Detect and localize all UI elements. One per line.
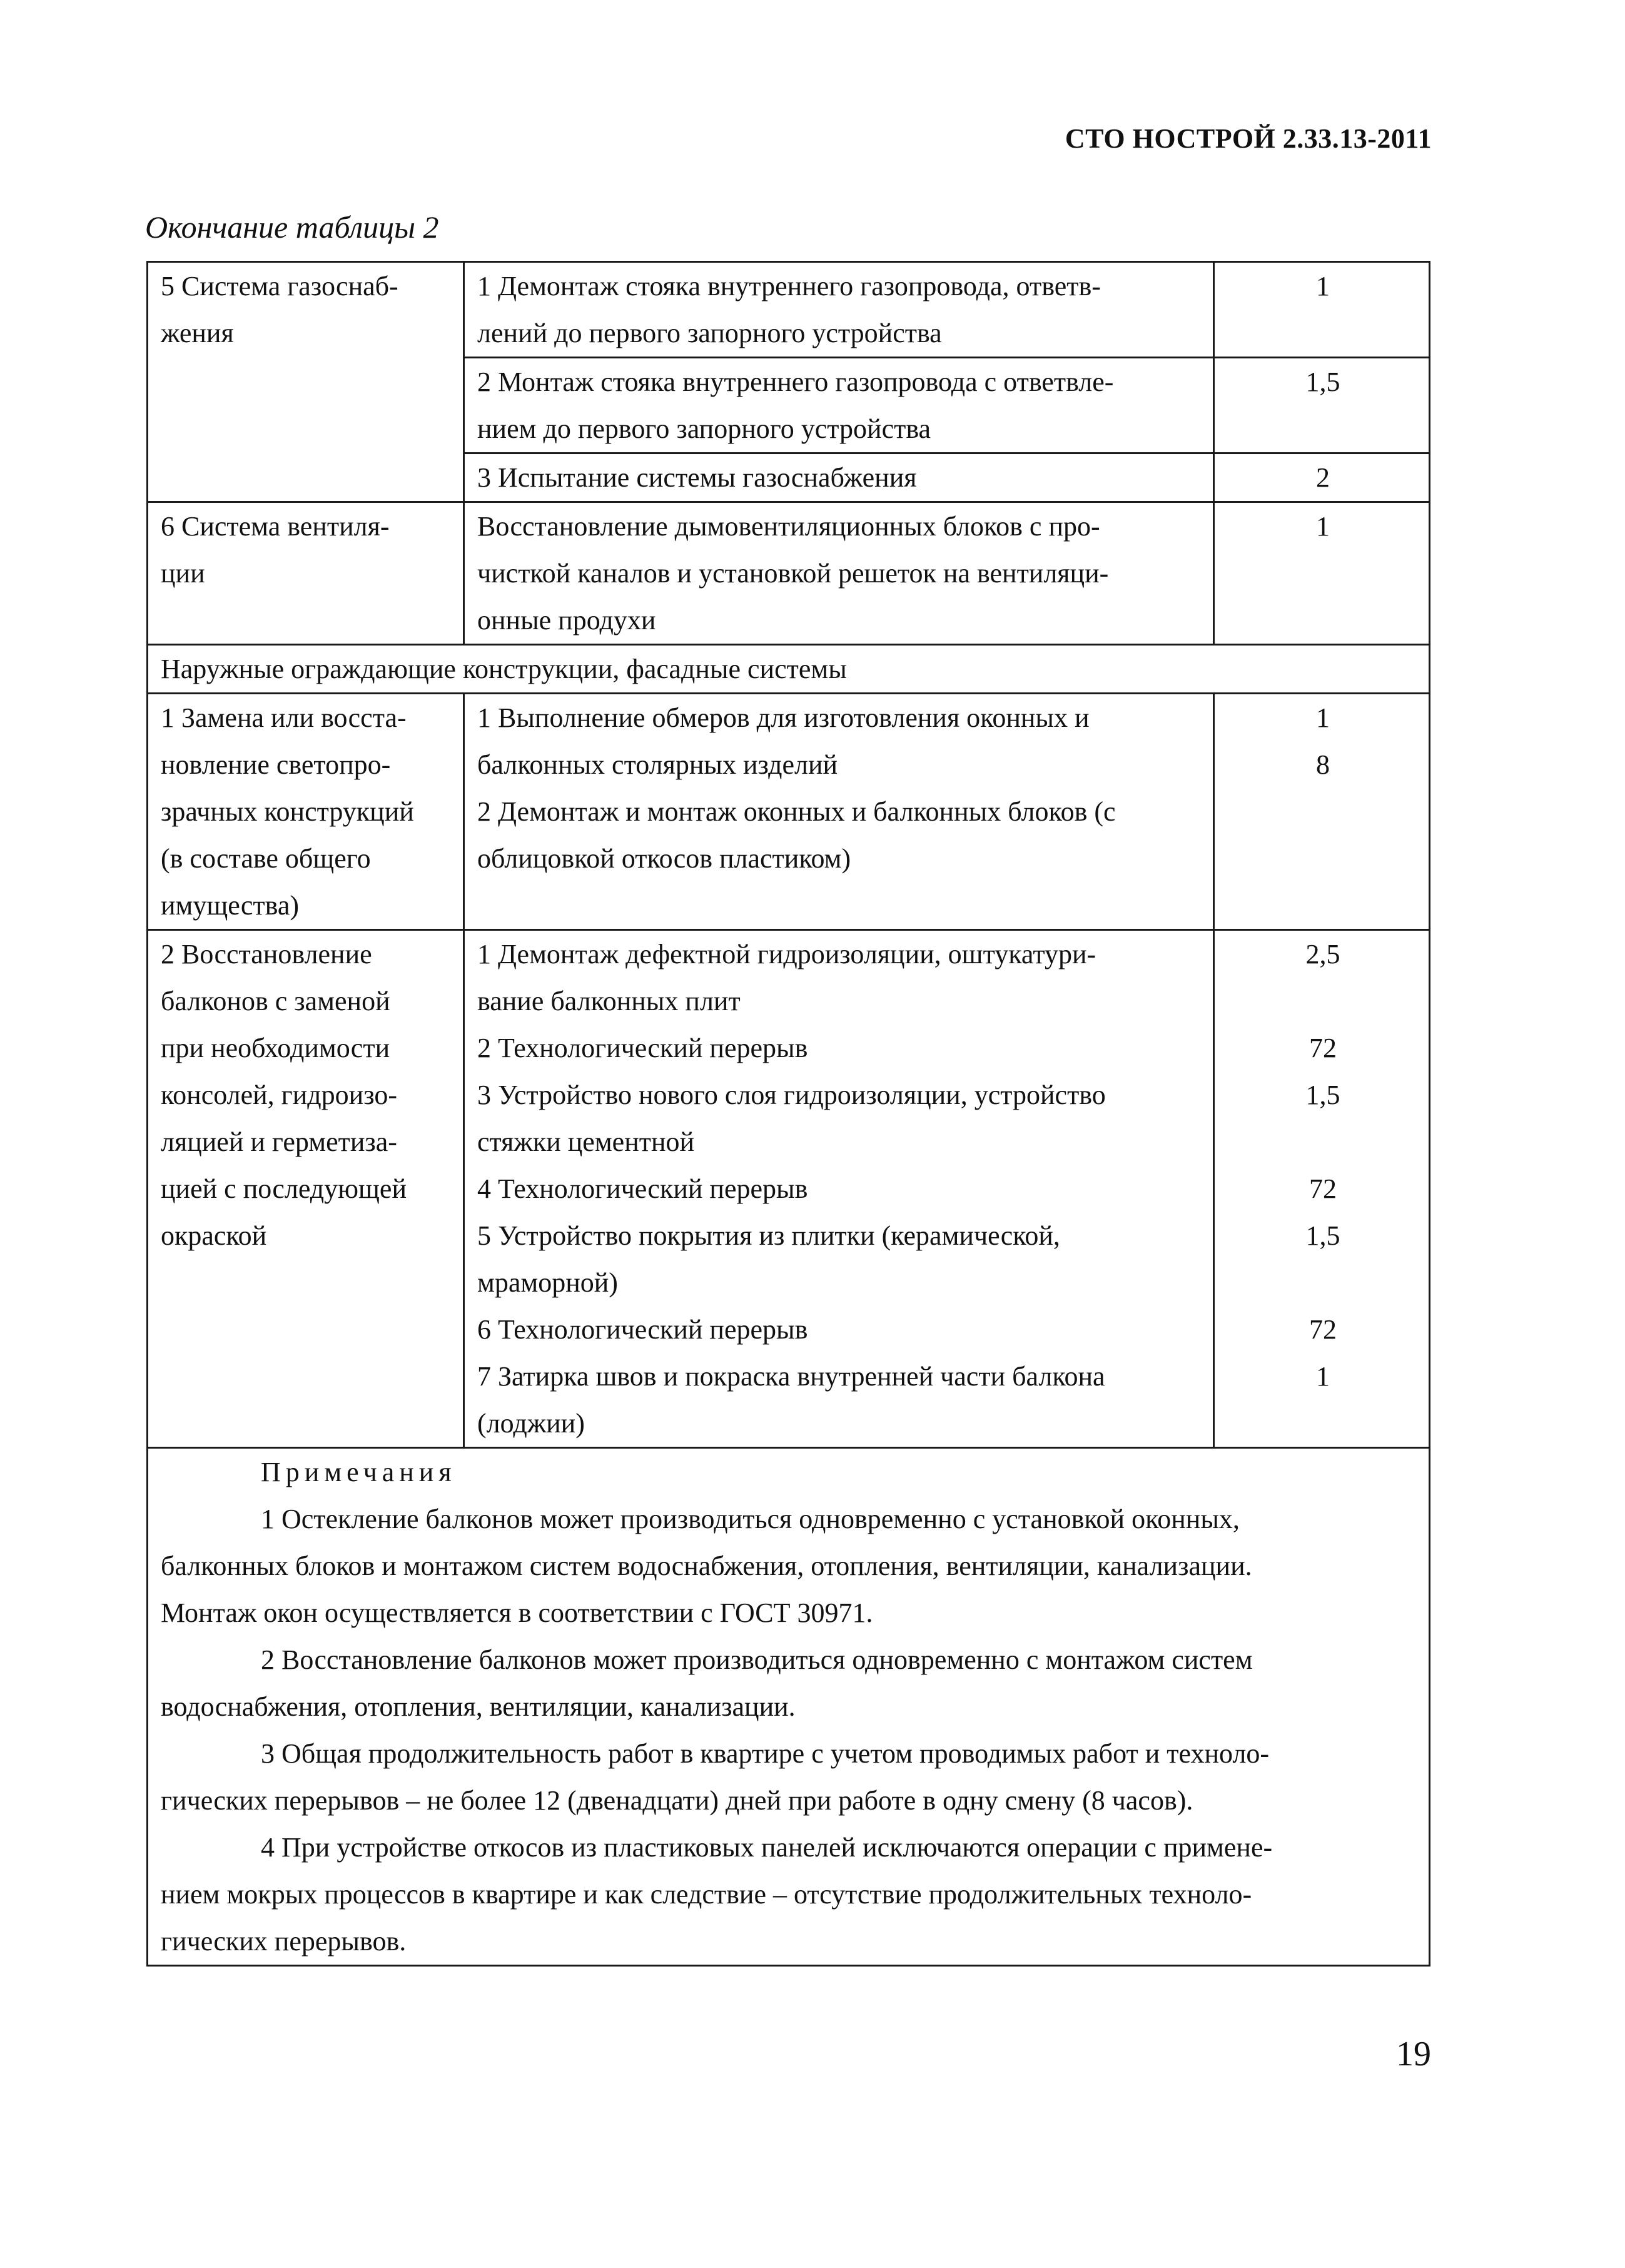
value-cell: 1 — [1214, 502, 1430, 645]
system-name-line: жения — [161, 318, 234, 348]
work-line: облицовкой откосов пластиком) — [477, 843, 851, 874]
system-cell-windows — [148, 694, 464, 930]
value-line: 1 — [1316, 1361, 1330, 1392]
value-cell: 2 — [1214, 453, 1430, 502]
work-line: чисткой каналов и установкой решеток на вентиляци- — [477, 558, 1109, 589]
work-cell — [464, 262, 1214, 358]
value-cell: 1 — [1214, 262, 1430, 358]
note-line: 3 Общая продолжительность работ в квартире с учетом проводимых работ и техноло- — [261, 1738, 1270, 1769]
work-line: 5 Устройство покрытия из плитки (керамической, — [477, 1220, 1060, 1251]
work-line: нием до первого запорного устройства — [477, 413, 931, 444]
value-spacer — [1227, 1259, 1419, 1306]
system-name-line: при необходимости — [161, 1033, 390, 1063]
work-line: мраморной) — [477, 1267, 618, 1298]
system-name-line: окраской — [161, 1220, 267, 1251]
system-name-line: ции — [161, 558, 205, 589]
work-line: Восстановление дымовентиляционных блоков с про- — [477, 511, 1100, 542]
value-line: 1,5 — [1305, 1220, 1340, 1251]
work-line: 3 Устройство нового слоя гидроизоляции, устройство — [477, 1080, 1106, 1110]
table-row — [148, 262, 1430, 358]
note-line: балконных блоков и монтажом систем водоснабжения, отопления, вентиляции, канализации. — [161, 1551, 1252, 1581]
note-line: 2 Восстановление балконов может производиться одновременно с монтажом систем — [261, 1644, 1253, 1675]
value-line: 72 — [1309, 1173, 1337, 1204]
work-cell — [464, 930, 1214, 1448]
system-name-line: (в составе общего — [161, 843, 371, 874]
work-line: 1 Демонтаж дефектной гидроизоляции, оштукатури- — [477, 939, 1096, 969]
system-name-line: балконов с заменой — [161, 986, 390, 1016]
value-line: 8 — [1316, 749, 1330, 780]
system-cell-ventilation — [148, 502, 464, 645]
system-name-line: новление светопро- — [161, 749, 391, 780]
document-code: СТО НОСТРОЙ 2.33.13-2011 — [1065, 123, 1432, 154]
system-cell-gas — [148, 262, 464, 502]
value-cell — [1214, 930, 1430, 1448]
work-line: 4 Технологический перерыв — [477, 1173, 808, 1204]
system-name-line: 1 Замена или восста- — [161, 702, 407, 733]
system-name-line: 6 Система вентиля- — [161, 511, 390, 542]
value-cell — [1214, 694, 1430, 930]
table-row — [148, 502, 1430, 645]
system-name-line: консолей, гидроизо- — [161, 1080, 397, 1110]
work-cell — [464, 453, 1214, 502]
table-row — [148, 1448, 1430, 1966]
table-row — [148, 930, 1430, 1448]
note-line: 1 Остекление балконов может производиться одновременно с установкой оконных, — [261, 1504, 1240, 1534]
value-spacer — [1227, 978, 1419, 1025]
page-number: 19 — [1396, 2035, 1431, 2073]
value-line: 2,5 — [1305, 939, 1340, 969]
value-line: 1,5 — [1305, 1080, 1340, 1110]
value-line: 72 — [1309, 1314, 1337, 1345]
value-line: 72 — [1309, 1033, 1337, 1063]
work-line: 2 Технологический перерыв — [477, 1033, 808, 1063]
table-row — [148, 645, 1430, 694]
work-line: стяжки цементной — [477, 1126, 695, 1157]
work-line: 1 Выполнение обмеров для изготовления оконных и — [477, 702, 1090, 733]
note-line: нием мокрых процессов в квартире и как следствие – отсутствие продолжительных техноло- — [161, 1879, 1252, 1910]
works-table — [146, 261, 1430, 1967]
system-name-line: зрачных конструкций — [161, 796, 414, 827]
table-row — [148, 694, 1430, 930]
work-line: вание балконных плит — [477, 986, 741, 1016]
note-line: Монтаж окон осуществляется в соответствии с ГОСТ 30971. — [161, 1597, 873, 1628]
system-name-line: 5 Система газоснаб- — [161, 271, 398, 301]
section-heading — [148, 645, 1430, 694]
work-line: 2 Монтаж стояка внутреннего газопровода с ответвле- — [477, 367, 1114, 397]
work-line: лений до первого запорного устройства — [477, 318, 942, 348]
note-line: водоснабжения, отопления, вентиляции, канализации. — [161, 1691, 796, 1722]
work-line: (лоджии) — [477, 1408, 585, 1439]
table-caption: Окончание таблицы 2 — [145, 210, 439, 245]
system-name-line: имущества) — [161, 890, 300, 921]
note-line: гических перерывов – не более 12 (двенадцати) дней при работе в одну смену (8 часов). — [161, 1785, 1193, 1816]
system-name-line: 2 Восстановление — [161, 939, 372, 969]
notes-title: Примечания — [261, 1457, 457, 1487]
work-line: 3 Испытание системы газоснабжения — [477, 462, 917, 493]
system-name-line: цией с последующей — [161, 1173, 407, 1204]
work-cell — [464, 694, 1214, 930]
notes-cell — [148, 1448, 1430, 1966]
value-line: 1 — [1316, 702, 1330, 733]
note-line: 4 При устройстве откосов из пластиковых панелей исключаются операции с примене- — [261, 1832, 1273, 1863]
work-line: 1 Демонтаж стояка внутреннего газопровода, ответв- — [477, 271, 1101, 301]
work-line: онные продухи — [477, 605, 656, 635]
work-line: 2 Демонтаж и монтаж оконных и балконных блоков (с — [477, 796, 1116, 827]
work-cell — [464, 358, 1214, 453]
work-line: балконных столярных изделий — [477, 749, 838, 780]
value-spacer — [1227, 1118, 1419, 1165]
work-line: 7 Затирка швов и покраска внутренней части балкона — [477, 1361, 1105, 1392]
system-cell-balcony — [148, 930, 464, 1448]
section-heading-text: Наружные ограждающие конструкции, фасадные системы — [161, 654, 847, 684]
work-cell — [464, 502, 1214, 645]
note-line: гических перерывов. — [161, 1926, 407, 1957]
value-cell: 1,5 — [1214, 358, 1430, 453]
work-line: 6 Технологический перерыв — [477, 1314, 808, 1345]
system-name-line: ляцией и герметиза- — [161, 1126, 397, 1157]
